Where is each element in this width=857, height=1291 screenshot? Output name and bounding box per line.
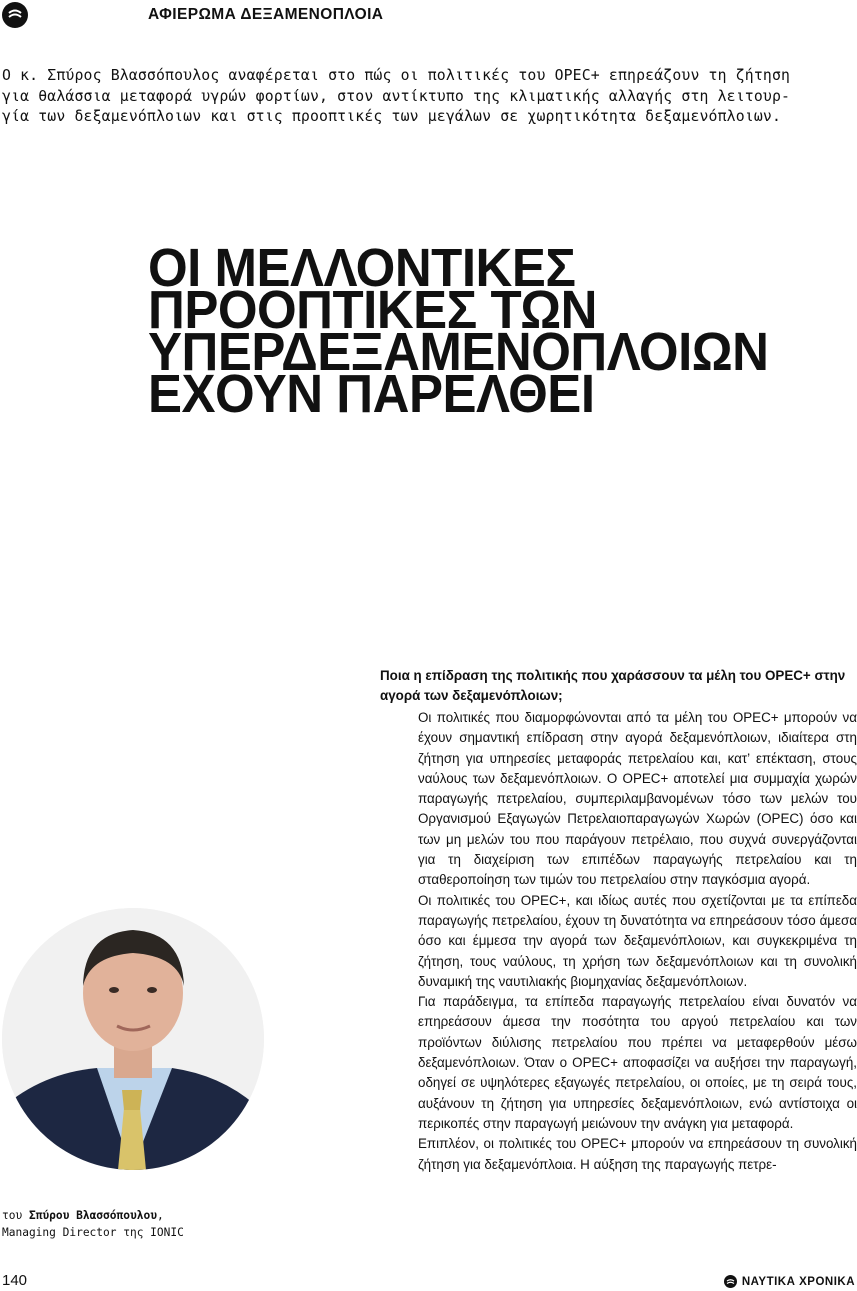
- footer-brand: [724, 1275, 855, 1288]
- headline-line: ΟΙ ΜΕΛΛΟΝΤΙΚΕΣ: [148, 237, 576, 298]
- page-number: 140: [2, 1272, 28, 1289]
- caption-prefix: του: [2, 1209, 29, 1222]
- body-paragraph: Επιπλέον, οι πολιτικές του OPEC+ μπορούν να επηρεάσουν τη συνολική ζήτηση για δεξαμενόπλοια. Η αύξηση της παραγωγής πετρε-: [418, 1136, 857, 1172]
- lead-paragraph: [2, 66, 857, 128]
- caption-role: Managing Director της IONIC: [2, 1225, 184, 1239]
- lead-line: Ο κ. Σπύρος Βλασσόπουλος αναφέρεται στο πώς οι πολιτικές του OPEC+ επηρεάζουν τη ζήτηση: [2, 67, 791, 84]
- article-headline: [148, 237, 848, 424]
- wave-logo-icon: [2, 2, 28, 28]
- interview-question: Ποια η επίδραση της πολιτικής που χαράσσουν τα μέλη του OPEC+ στην αγορά των δεξαμενόπλοιων;: [380, 668, 846, 703]
- lead-line: γία των δεξαμενόπλοιων και στις προοπτικές των μεγάλων σε χωρητικότητα δεξαμενόπλοιων.: [2, 108, 782, 125]
- brand-logo-icon: [724, 1275, 737, 1288]
- body-paragraph: Για παράδειγμα, τα επίπεδα παραγωγής πετρελαίου είναι δυνατόν να επηρεάσουν άμεσα την ποσότητα του αργού πετρελαίου και των προϊόντων διύλισης πετρελαίου που πρέπει να μεταφερθούν μέσω δεξαμενόπλοιων. Όταν ο OPEC+ αποφασίζει να αυξήσει την παραγωγή, οδηγεί σε υψηλότερες εξαγωγές πετρελαίου, οι οποίες, με τη σειρά τους, αυξάνουν τη ζήτηση για υπηρεσίες δεξαμενόπλοιων, ενώ αντίστοιχα οι περικοπές στην παραγωγή μειώνουν την ανάγκη για μεταφορά.: [418, 994, 857, 1131]
- portrait-photo: [2, 908, 264, 1170]
- caption-suffix: ,: [156, 1209, 164, 1222]
- photo-caption: [2, 1208, 184, 1241]
- body-paragraph: Οι πολιτικές που διαμορφώνονται από τα μέλη του OPEC+ μπορούν να έχουν σημαντική επίδραση στην αγορά δεξαμενόπλοιων, ιδιαίτερα στη ζήτηση για υπηρεσίες μεταφοράς πετρελαίου και, κατ’ επέκταση, στους ναύλους των δεξαμενόπλοιων. Ο OPEC+ αποτελεί μια συμμαχία χωρών παραγωγής πετρελαίου, συμπεριλαμβανομένων τόσο των μελών του Οργανισμού Εξαγωγών Πετρελαιοπαραγωγών Χωρών (OPEC) όσο και των μη μελών του που παράγουν πετρέλαιο, που συχνά συνεργάζονται για τη διαχείριση των επιπέδων παραγωγής πετρελαίου και τη σταθεροποίηση των τιμών του πετρελαίου στην παγκόσμια αγορά.: [418, 710, 857, 888]
- lead-line: για θαλάσσια μεταφορά υγρών φορτίων, στον αντίκτυπο της κλιματικής αλλαγής στη λειτουρ-: [2, 87, 791, 105]
- brand-name: ΝΑΥΤΙΚΑ ΧΡΟΝΙΚΑ: [741, 1275, 855, 1288]
- headline-line: ΠΡΟΟΠΤΙΚΕΣ ΤΩΝ: [148, 279, 597, 340]
- caption-name: Σπύρου Βλασσόπουλου: [28, 1209, 157, 1222]
- headline-line: ΥΠΕΡΔΕΞΑΜΕΝΟΠΛΟΙΩΝ: [148, 321, 769, 382]
- body-paragraph: Οι πολιτικές του OPEC+, και ιδίως αυτές που σχετίζονται με τα επίπεδα παραγωγής πετρελαίου, έχουν τη δυνατότητα να επηρεάσουν τόσο άμεσα όσο και έμμεσα την αγορά των δεξαμενόπλοιων, και συγκεκριμένα τη ζήτηση, τους ναύλους, τη χρήση των δεξαμενόπλοιων και τη συνολική δυναμική της ναυτιλιακής βιομηχανίας δεξαμενόπλοιων.: [418, 892, 857, 989]
- article-body: [380, 708, 857, 1175]
- section-title: ΑΦΙΕΡΩΜΑ ΔΕΞΑΜΕΝΟΠΛΟΙΑ: [148, 6, 384, 23]
- headline-line: ΕΧΟΥΝ ΠΑΡΕΛΘΕΙ: [148, 363, 595, 424]
